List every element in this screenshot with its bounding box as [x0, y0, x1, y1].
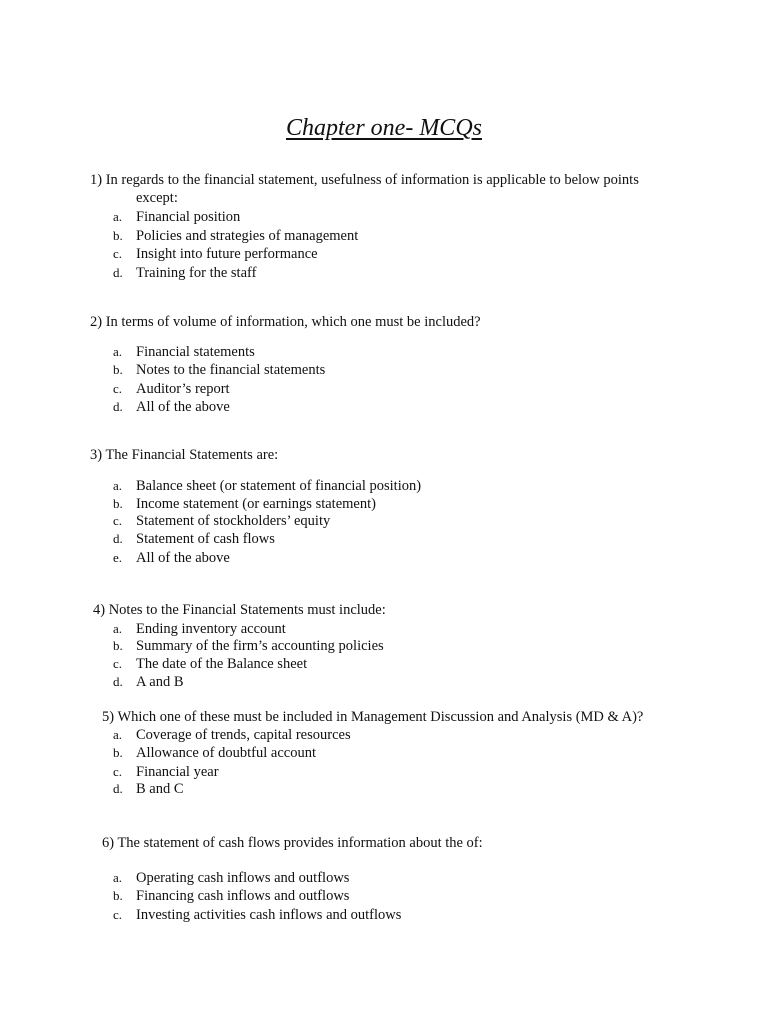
option-letter: d.	[113, 674, 123, 689]
option-letter: c.	[113, 764, 123, 779]
option-text: Financial statements	[136, 344, 255, 360]
option-letter: d.	[113, 781, 123, 796]
option-text: All of the above	[136, 550, 230, 566]
option-letter: c.	[113, 246, 123, 261]
option-text: Balance sheet (or statement of financial position)	[136, 478, 422, 494]
question-2-text: 2) In terms of volume of information, which one must be included?	[90, 314, 481, 330]
option-text: Notes to the financial statements	[136, 362, 326, 378]
option-text: B and C	[136, 781, 184, 797]
page-title: Chapter one- MCQs	[286, 115, 482, 141]
option-text: A and B	[136, 674, 184, 690]
option-letter: a.	[113, 344, 123, 359]
option-letter: a.	[113, 870, 123, 885]
option-letter: c.	[113, 513, 123, 528]
option-text: Income statement (or earnings statement)	[136, 496, 376, 512]
question-1-continuation: except:	[136, 190, 178, 206]
option-letter: a.	[113, 209, 123, 224]
option-text: Statement of stockholders’ equity	[136, 513, 331, 529]
option-letter: c.	[113, 381, 123, 396]
option-text: Training for the staff	[136, 265, 257, 281]
option-letter: b.	[113, 888, 123, 903]
option-text: Policies and strategies of management	[136, 228, 359, 244]
option-text: The date of the Balance sheet	[136, 656, 308, 672]
option-text: Coverage of trends, capital resources	[136, 727, 351, 743]
option-text: Investing activities cash inflows and outflows	[136, 907, 402, 923]
option-text: All of the above	[136, 399, 230, 415]
option-letter: b.	[113, 362, 123, 377]
question-6-text: 6) The statement of cash flows provides information about the of:	[102, 835, 483, 851]
option-text: Summary of the firm’s accounting policies	[136, 638, 384, 654]
option-text: Operating cash inflows and outflows	[136, 870, 350, 886]
option-letter: b.	[113, 228, 123, 243]
option-letter: a.	[113, 478, 123, 493]
option-letter: a.	[113, 727, 123, 742]
question-3-text: 3) The Financial Statements are:	[90, 447, 279, 463]
option-letter: b.	[113, 638, 123, 653]
option-text: Statement of cash flows	[136, 531, 275, 547]
option-text: Financial position	[136, 209, 241, 225]
question-4-text: 4) Notes to the Financial Statements must include:	[93, 602, 386, 618]
option-letter: a.	[113, 621, 123, 636]
option-letter: c.	[113, 656, 123, 671]
option-letter: b.	[113, 745, 123, 760]
option-text: Auditor’s report	[136, 381, 230, 397]
option-text: Allowance of doubtful account	[136, 745, 316, 761]
question-5-text: 5) Which one of these must be included in Management Discussion and Analysis (MD & A)?	[102, 709, 644, 725]
option-text: Ending inventory account	[136, 621, 286, 637]
option-letter: d.	[113, 265, 123, 280]
option-letter: e.	[113, 550, 123, 565]
option-letter: d.	[113, 399, 123, 414]
option-letter: c.	[113, 907, 123, 922]
option-text: Insight into future performance	[136, 246, 318, 262]
option-text: Financial year	[136, 764, 219, 780]
question-1-text: 1) In regards to the financial statement, usefulness of information is applicable to below points	[90, 172, 639, 188]
option-letter: d.	[113, 531, 123, 546]
option-letter: b.	[113, 496, 123, 511]
option-text: Financing cash inflows and outflows	[136, 888, 350, 904]
